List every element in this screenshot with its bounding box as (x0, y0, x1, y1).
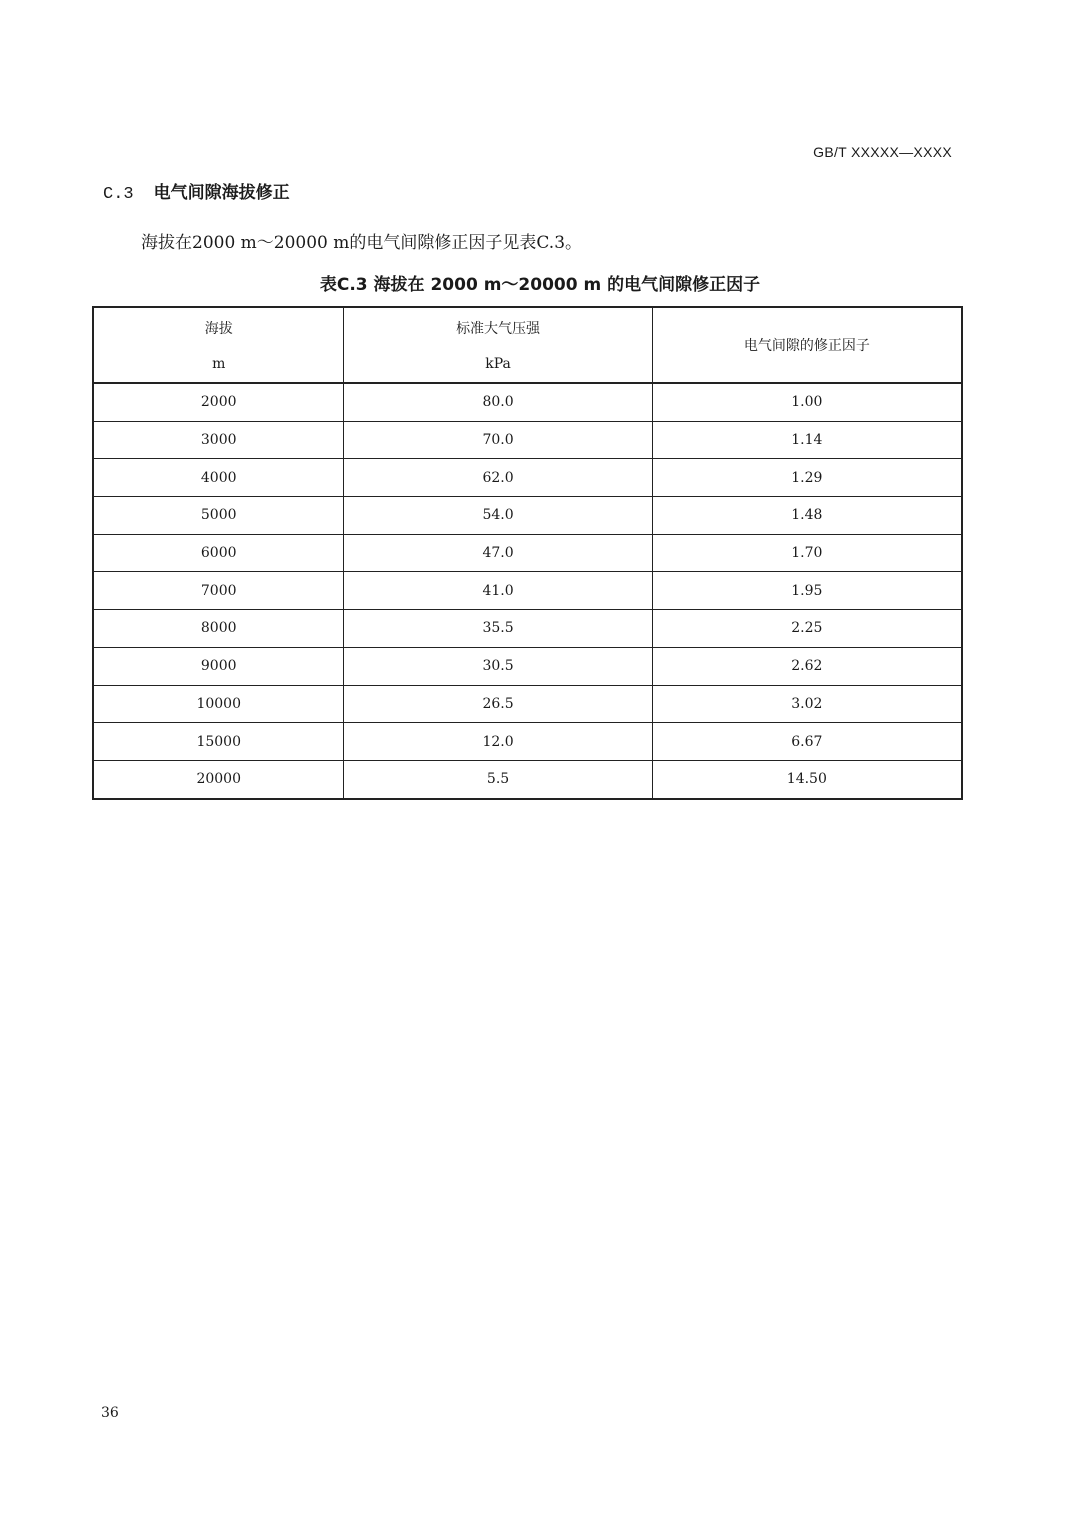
header-factor: 电气间隙的修正因子 (652, 307, 962, 383)
factor-cell: 2.62 (652, 647, 962, 685)
factor-cell: 2.25 (652, 610, 962, 648)
header-altitude-unit: m (212, 356, 226, 372)
factor-cell: 1.00 (652, 383, 962, 421)
altitude-cell: 7000 (93, 572, 344, 610)
factor-cell: 1.14 (652, 421, 962, 459)
correction-factor-table (92, 306, 963, 800)
table-row (93, 610, 962, 648)
altitude-cell: 3000 (93, 421, 344, 459)
table-row (93, 383, 962, 421)
pressure-cell: 47.0 (344, 534, 652, 572)
factor-cell: 14.50 (652, 760, 962, 798)
pressure-cell: 70.0 (344, 421, 652, 459)
table-row (93, 647, 962, 685)
section-heading (103, 178, 290, 204)
altitude-cell: 2000 (93, 383, 344, 421)
header-altitude (93, 307, 344, 383)
table-row (93, 459, 962, 497)
pressure-cell: 41.0 (344, 572, 652, 610)
altitude-cell: 5000 (93, 497, 344, 535)
section-number: C.3 (103, 185, 134, 204)
factor-cell: 1.95 (652, 572, 962, 610)
header-altitude-label: 海拔 (204, 321, 233, 337)
pressure-cell: 80.0 (344, 383, 652, 421)
altitude-cell: 4000 (93, 459, 344, 497)
factor-cell: 1.70 (652, 534, 962, 572)
altitude-cell: 6000 (93, 534, 344, 572)
table-row (93, 723, 962, 761)
table-row (93, 760, 962, 798)
header-pressure-unit: kPa (485, 356, 511, 372)
table-row (93, 572, 962, 610)
factor-cell: 6.67 (652, 723, 962, 761)
header-pressure (344, 307, 652, 383)
table-row (93, 421, 962, 459)
table-row (93, 497, 962, 535)
table-caption: 表C.3 海拔在 2000 m～20000 m 的电气间隙修正因子 (319, 275, 761, 295)
pressure-cell: 62.0 (344, 459, 652, 497)
table-row (93, 534, 962, 572)
pressure-cell: 26.5 (344, 685, 652, 723)
page-number: 36 (101, 1405, 119, 1421)
pressure-cell: 12.0 (344, 723, 652, 761)
factor-cell: 1.29 (652, 459, 962, 497)
altitude-cell: 8000 (93, 610, 344, 648)
pressure-cell: 30.5 (344, 647, 652, 685)
pressure-cell: 35.5 (344, 610, 652, 648)
header-pressure-label: 标准大气压强 (456, 321, 541, 337)
altitude-cell: 20000 (93, 760, 344, 798)
pressure-cell: 54.0 (344, 497, 652, 535)
body-paragraph: 海拔在2000 m～20000 m的电气间隙修正因子见表C.3。 (141, 233, 583, 253)
table-header-row (93, 307, 962, 383)
document-code: GB/T XXXXX—XXXX (813, 144, 952, 160)
pressure-cell: 5.5 (344, 760, 652, 798)
altitude-cell: 10000 (93, 685, 344, 723)
factor-cell: 3.02 (652, 685, 962, 723)
altitude-cell: 9000 (93, 647, 344, 685)
section-title: 电气间隙海拔修正 (153, 183, 290, 203)
factor-cell: 1.48 (652, 497, 962, 535)
altitude-cell: 15000 (93, 723, 344, 761)
table-row (93, 685, 962, 723)
